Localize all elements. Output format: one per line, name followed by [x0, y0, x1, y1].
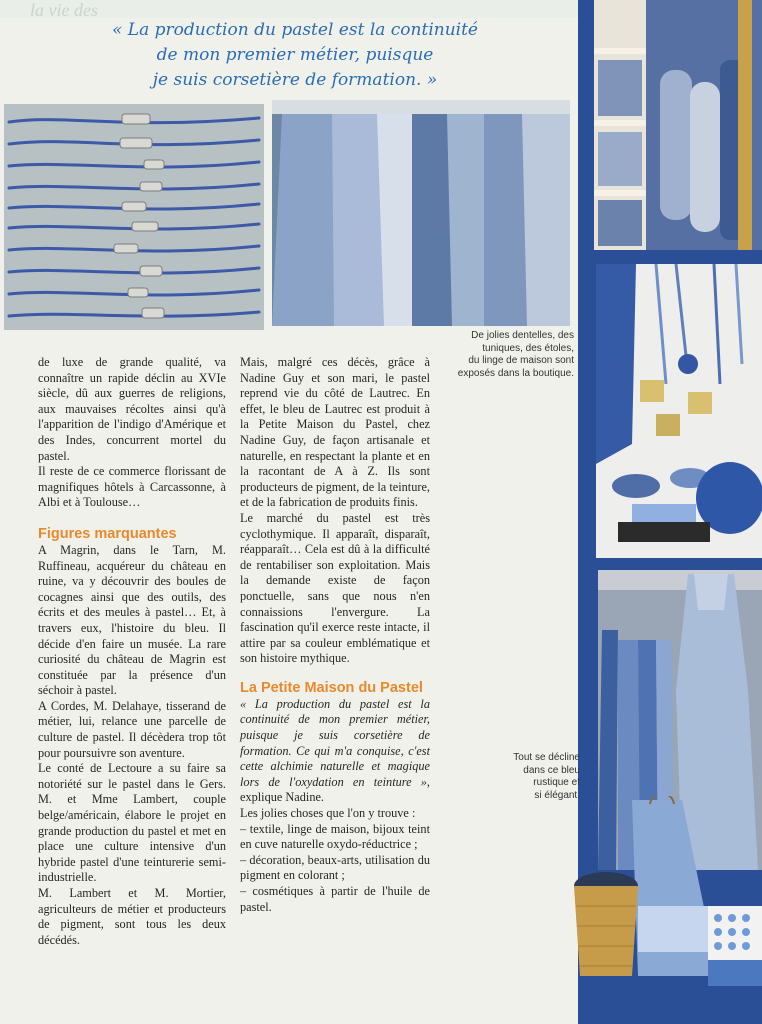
- article-column-2: [240, 355, 430, 915]
- caption-line: Tout se décline: [513, 752, 580, 763]
- bracelets-image: [4, 104, 264, 330]
- list-item: – décoration, beaux-arts, utilisation du pigment en colorant ;: [240, 852, 430, 883]
- caption-line: rustique et: [533, 777, 580, 789]
- list-intro: Les jolies choses que l'on y trouve :: [240, 806, 416, 821]
- caption-line: De jolies dentelles, des: [471, 330, 574, 341]
- caption-line: exposés dans la boutique.: [457, 367, 574, 379]
- dresses-caption: [500, 752, 580, 802]
- tunics-caption: [446, 330, 574, 380]
- caption-line: si élégant.: [534, 789, 580, 801]
- tunics-image: [272, 100, 570, 326]
- paragraph: Le marché du pastel est très cyclothymique. Il apparaît, disparaît, réapparaît… Cela est dû à la difficulté de rentabiliser son exploitation. Mais la demande existe de façon ponctuelle, sans que nous n'en connaissions l'envergure. La fascination qu'il exerce reste intacte, il attire par sa couleur emblématique et son histoire mythique.: [240, 510, 430, 666]
- pull-quote-line: je suis corsetière de formation. »: [152, 70, 438, 90]
- pull-quote-line: de mon premier métier, puisque: [156, 45, 434, 65]
- bracelets-photo: [4, 104, 264, 330]
- paragraph: Le conté de Lectoure a su faire sa notoriété sur le pastel dans le Gers. M. et Mme Lambert, couple belge/américain, élabore le projet en grande production du pastel et met en place une culture intensive d'un hybride pastel d'une teinturerie semi-industrielle.: [38, 761, 226, 885]
- quote-paragraph: [240, 697, 430, 806]
- basket-bag-image: [572, 796, 762, 992]
- list-item: – textile, linge de maison, bijoux teint en cuve naturelle oxydo-réductrice ;: [240, 821, 430, 852]
- paragraph: Mais, malgré ces décès, grâce à Nadine Guy et son mari, le pastel reprend vie du côté de Lautrec. En effet, le bleu de Lautrec est produit à la Petite Maison du Pastel, chez Nadine Guy, de façon artisanale et naturelle, en respectant la plante et en la racontant de A à Z. Ils sont producteurs de pigment, de la teinture, et de la fabrication de produits finis.: [240, 355, 430, 510]
- faded-header-text: la vie des: [30, 0, 98, 20]
- list-item: – cosmétiques à partir de l'huile de pastel.: [240, 884, 430, 914]
- pull-quote-line: « La production du pastel est la continuité: [112, 20, 478, 40]
- tunics-photo: [272, 100, 570, 326]
- jewelry-image: [596, 264, 762, 558]
- paragraph: de luxe de grande qualité, va connaître un rapide déclin au XVIe siècle, dû aux guerres de religions, aux mauvaises récoltes ainsi qu'à l'apparition de l'indigo d'Amérique et des Indes, concurrent mortel du pastel.: [38, 355, 226, 463]
- paragraph: Il reste de ce commerce florissant de magnifiques hôtels à Carcassonne, à Albi et à Toulouse…: [38, 464, 226, 510]
- shelves-photo: [594, 0, 762, 250]
- paragraph: A Magrin, dans le Tarn, M. Ruffineau, acquéreur du château en ruine, va y découvrir des boules de cocagnes ainsi que des outils, des écrits et des meules à pastel… Et, à travers eux, l'histoire du bleu. Il décide d'en faire un musée. La rare curiosité du château de Magrin est constituée par la présence d'un séchoir à pastel.: [38, 542, 226, 698]
- faded-header-strip: [0, 0, 580, 18]
- paragraph: A Cordes, M. Delahaye, tisserand de métier, lui, relance une parcelle de culture de pastel. Il décèdera trop tôt pour poursuivre son aventure.: [38, 698, 226, 760]
- jewelry-photo: [596, 264, 762, 558]
- subheading-figures-marquantes: Figures marquantes: [38, 525, 177, 542]
- shelves-image: [594, 0, 762, 250]
- pull-quote: [60, 18, 530, 93]
- basket-bag-photo: [572, 796, 762, 992]
- article-column-1: [38, 355, 226, 948]
- caption-line: dans ce bleu: [523, 764, 580, 776]
- subheading-petite-maison: La Petite Maison du Pastel: [240, 679, 423, 696]
- nadine-quote: « La production du pastel est la continuité de mon premier métier, puisque je suis corsetière de formation. Ce qui m'a conquise, c'est cette alchimie naturelle et magique lors de l'oxydation en teinture »: [240, 696, 430, 789]
- paragraph: M. Lambert et M. Mortier, agriculteurs de métier et producteurs de pigment, sont tous les deux décédés.: [38, 886, 226, 947]
- caption-line: du linge de maison sont: [468, 355, 574, 367]
- quote-attribution: , explique Nadine.: [240, 774, 430, 805]
- caption-line: tuniques, des étoles,: [482, 342, 574, 354]
